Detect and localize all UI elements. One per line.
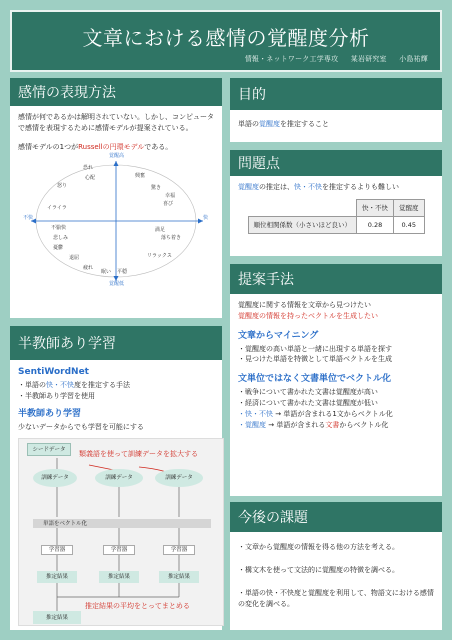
- semi-line: 少ないデータからでも学習を可能にする: [18, 422, 144, 431]
- training-flow-diagram: [18, 438, 224, 626]
- proposal-line1: 覚醒度に関する情報を文章から見つけたい: [238, 301, 371, 309]
- problem-text: 覚醒度の推定は、快・不快を推定するよりも難しい: [238, 183, 399, 191]
- expand-note: 類義語を使って訓練データを拡大する: [79, 450, 198, 459]
- emotion-label: 興奮: [135, 172, 146, 179]
- result-box: 推定結果: [37, 571, 77, 583]
- result-box: 推定結果: [99, 571, 139, 583]
- emotion-label: 眠い: [101, 268, 112, 275]
- future-panel: [230, 502, 442, 630]
- semi-subtitle: 半教師あり学習: [18, 408, 82, 419]
- sentiwordnet-line2: ・半教師あり学習を使用: [18, 391, 95, 400]
- method-para1: 感情が何であるかは解明されていない。しかし、コンピュータで感情を表現するために感情モデルが提案されている。: [18, 113, 214, 132]
- emotion-label: 恐れ: [83, 164, 94, 171]
- proposal-sub1-line2: ・見つけた単語を特徴として単語ベクトルを生成: [238, 355, 392, 364]
- future-heading: 今後の課題: [230, 502, 442, 532]
- learner-box: 学習器: [103, 545, 135, 555]
- emotion-label: 憂鬱: [53, 244, 64, 251]
- proposal-line2: 覚醒度の情報を持ったベクトルを生成したい: [238, 311, 378, 320]
- proposal-panel: [230, 264, 442, 496]
- method-heading: 感情の表現方法: [10, 78, 222, 106]
- goal-text: 単語の覚醒度を推定すること: [238, 120, 329, 128]
- poster-header: [10, 10, 442, 72]
- emotion-label: 満足: [155, 226, 166, 233]
- proposal-sub1: 文章からマイニング: [238, 330, 319, 341]
- seed-data-box: シードデータ: [27, 443, 71, 456]
- vectorize-bar: 単語をベクトル化: [43, 520, 88, 527]
- final-result-box: 推定結果: [33, 611, 81, 624]
- poster-title: 文章における感情の覚醒度分析: [82, 26, 370, 50]
- table-col-header: 快・不快: [357, 199, 394, 216]
- future-item: ・単語の快・不快度と覚醒度を利用して、物語文における感情の変化を調べる。: [238, 588, 434, 608]
- affiliation-author: 小島祐輝: [399, 55, 428, 63]
- table-cell: 0.45: [394, 216, 425, 233]
- emotion-label: 心配: [85, 174, 96, 181]
- method-para2: 感情モデルの1つがRussellの円環モデルである。: [18, 142, 173, 151]
- axis-unpleasant: 不快: [23, 214, 34, 221]
- affiliation: [235, 54, 428, 64]
- problem-heading: 問題点: [230, 150, 442, 176]
- emotion-label: 疲れ: [83, 264, 94, 271]
- sentiwordnet-line1: ・単語の快・不快度を推定する手法: [18, 380, 130, 389]
- goal-panel: [230, 78, 442, 142]
- axis-arousal-high: 覚醒高: [109, 152, 125, 159]
- axis-arousal-low: 覚醒低: [109, 280, 125, 287]
- affiliation-department: 情報・ネットワーク工学専攻: [244, 55, 339, 63]
- circumplex-model: [23, 152, 209, 287]
- correlation-table: [248, 199, 425, 234]
- goal-heading: 目的: [230, 78, 442, 110]
- emotion-label: 悲しみ: [53, 234, 69, 241]
- emotion-label: 怒り: [57, 182, 68, 189]
- emotion-label: リラックス: [147, 252, 172, 259]
- average-note: 推定結果の平均をとってまとめる: [85, 602, 190, 611]
- semi-supervised-panel: [10, 326, 222, 630]
- learner-box: 学習器: [41, 545, 73, 555]
- emotion-label: 喜び: [163, 200, 174, 207]
- emotion-label: 退屈: [69, 254, 80, 261]
- train-data-ellipse: 訓練データ: [95, 469, 143, 487]
- future-item: ・文章から覚醒度の情報を得る他の方法を考える。: [238, 543, 399, 551]
- emotion-label: 平穏: [117, 268, 128, 275]
- table-row-label: 順位相関係数（小さいほど良い）: [248, 216, 357, 233]
- emotion-label: 不愉快: [51, 224, 67, 231]
- proposal-sub2-line1: ・戦争について書かれた文書は覚醒度が高い: [238, 388, 378, 397]
- table-col-header: 覚醒度: [394, 199, 425, 216]
- proposal-heading: 提案手法: [230, 264, 442, 294]
- emotion-label: 驚き: [151, 184, 162, 191]
- emotion-label: イライラ: [47, 204, 67, 211]
- train-data-ellipse: 訓練データ: [33, 469, 77, 487]
- proposal-sub2-line3: ・快・不快 → 単語が含まれる1文からベクトル化: [238, 409, 393, 418]
- method-panel: [10, 78, 222, 318]
- result-box: 推定結果: [159, 571, 199, 583]
- train-data-ellipse: 訓練データ: [155, 469, 203, 487]
- table-cell: 0.28: [357, 216, 394, 233]
- axis-pleasant: 快: [203, 214, 209, 221]
- emotion-label: 落ち着き: [161, 234, 182, 241]
- proposal-sub2-line4: ・覚醒度 → 単語が含まれる文書からベクトル化: [238, 420, 389, 429]
- learner-box: 学習器: [163, 545, 195, 555]
- emotion-label: 幸福: [165, 192, 176, 199]
- future-item: ・構文木を使って文法的に覚醒度の特徴を調べる。: [238, 565, 399, 574]
- proposal-sub1-line1: ・覚醒度の高い単語と一緒に出現する単語を探す: [238, 344, 392, 353]
- proposal-sub2: 文単位ではなく文書単位でベクトル化: [238, 374, 392, 385]
- problem-panel: [230, 150, 442, 256]
- sentiwordnet-title: SentiWordNet: [18, 367, 89, 377]
- semi-heading: 半教師あり学習: [10, 326, 222, 360]
- affiliation-lab: 某岩研究室: [350, 55, 387, 63]
- proposal-sub2-line2: ・経済について書かれた文書は覚醒度が低い: [238, 399, 378, 408]
